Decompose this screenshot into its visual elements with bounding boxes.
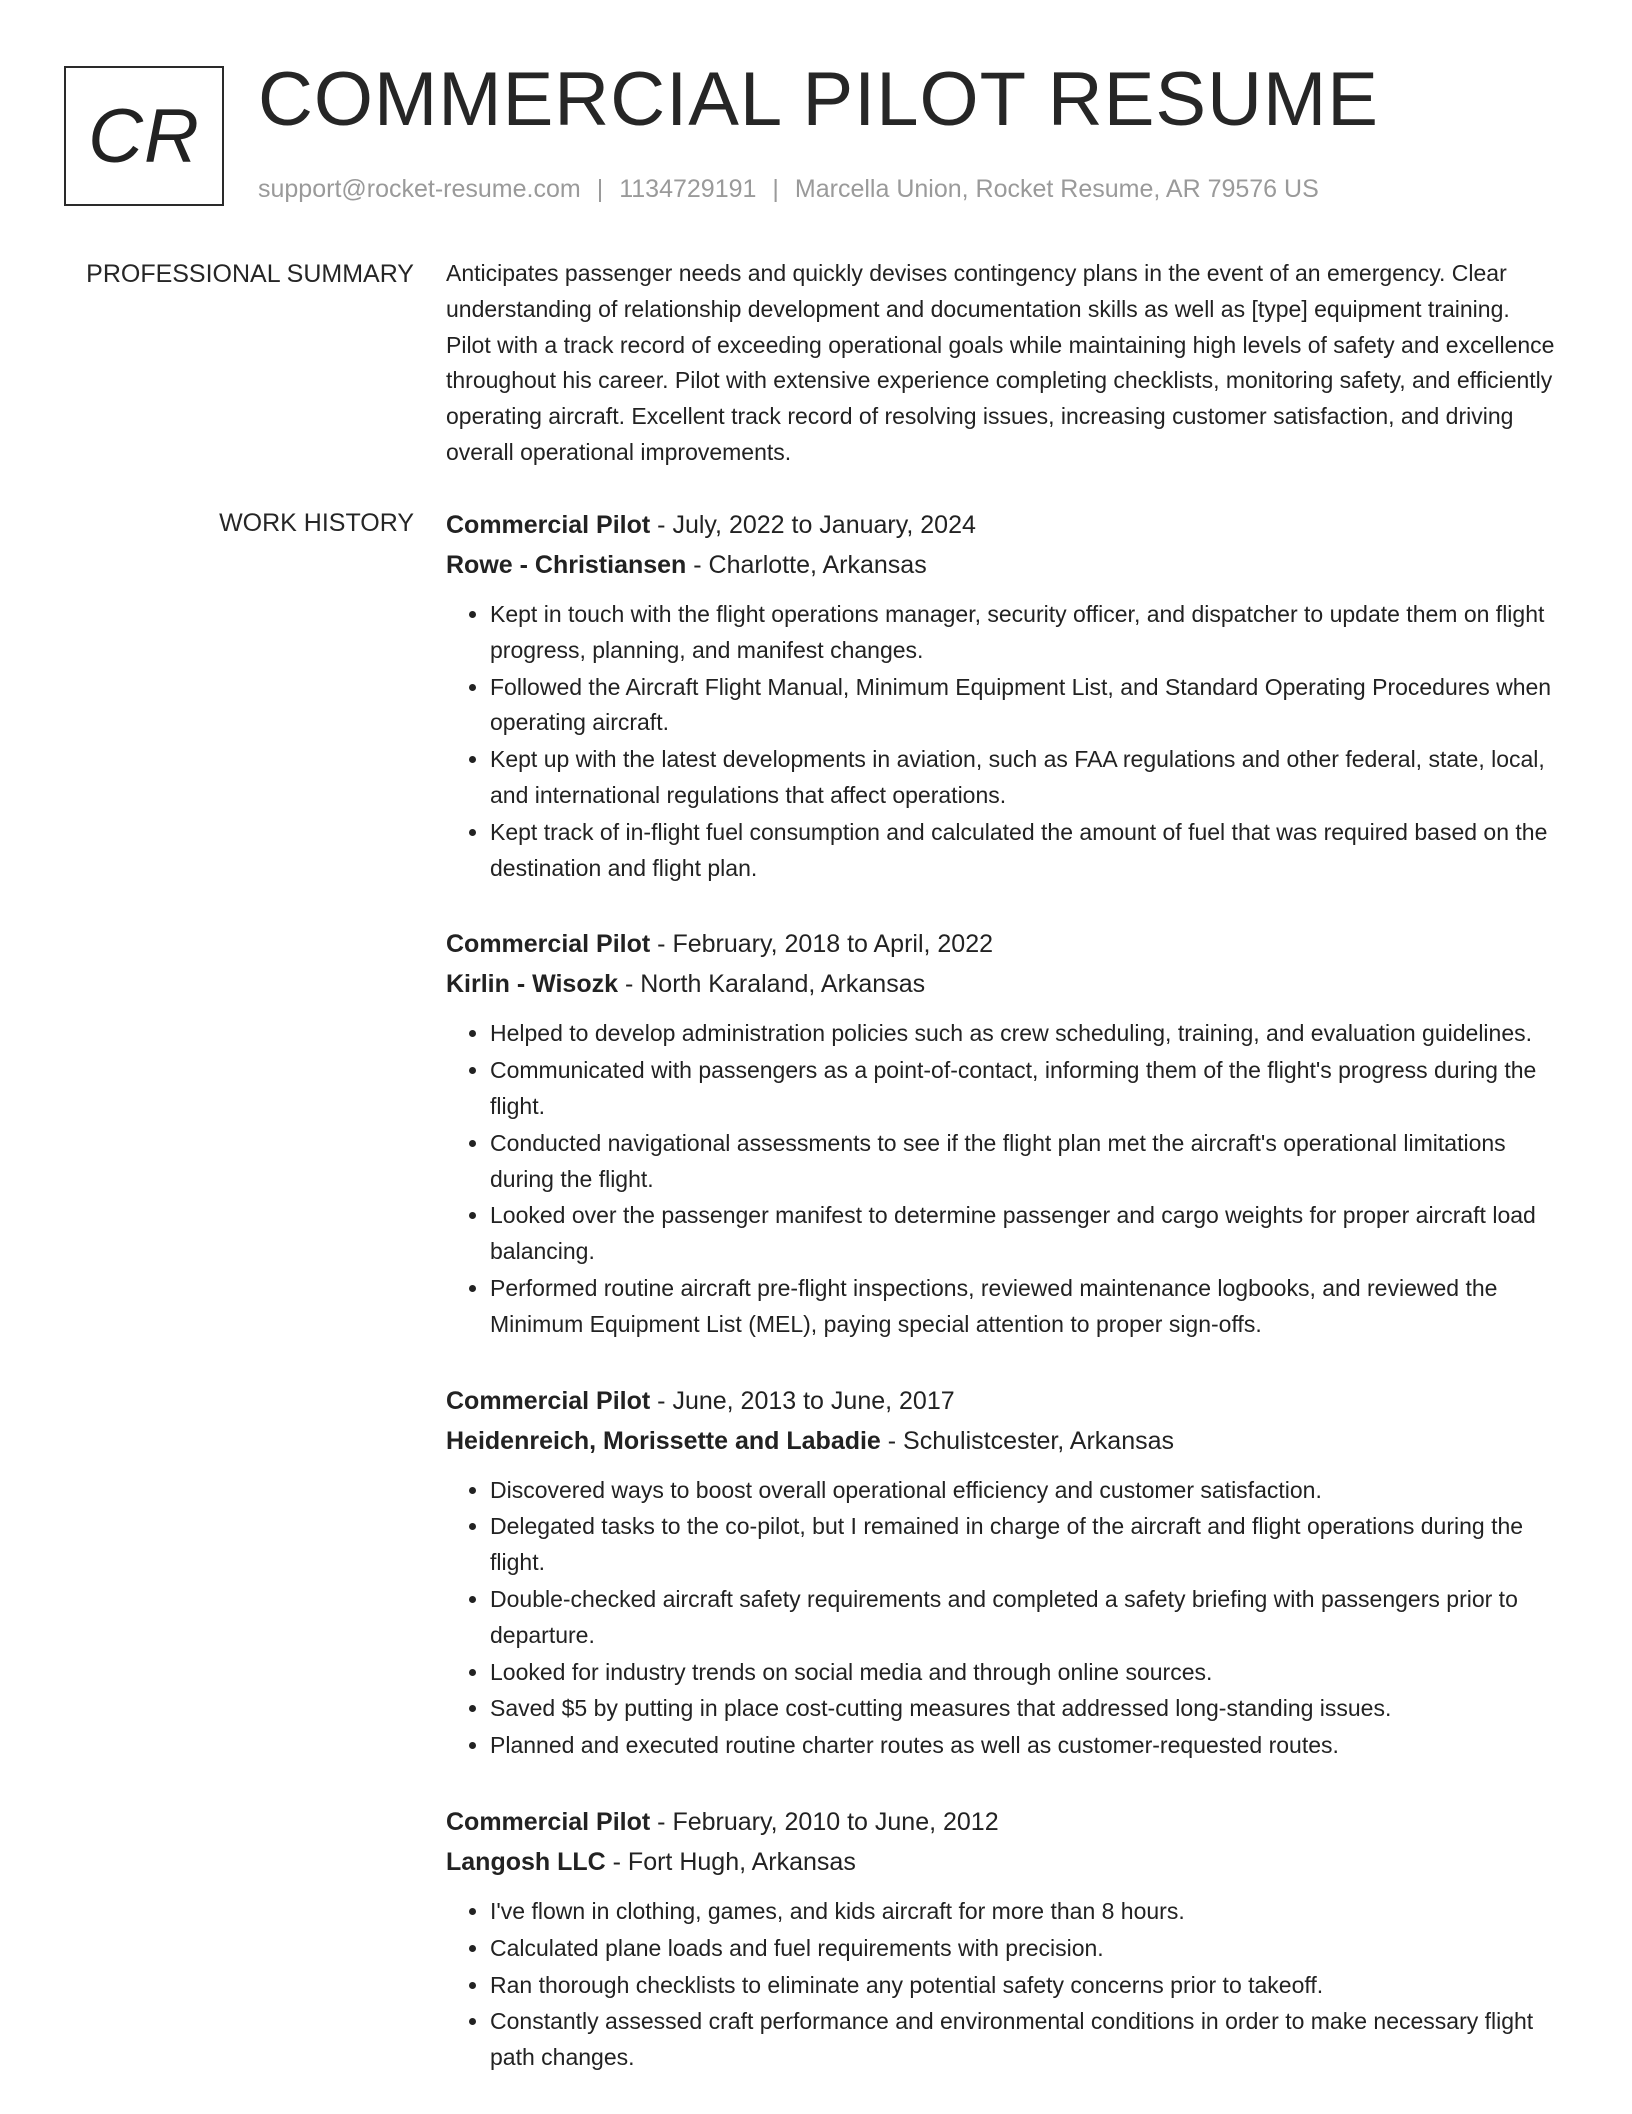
job-dates: - February, 2010 to June, 2012 (650, 1807, 999, 1836)
job-company: Langosh LLC (446, 1847, 606, 1876)
job-bullet: • Kept in touch with the flight operations manager, security officer, and dispatcher to update them on flight progress, planning, and manifest changes. (490, 597, 1560, 669)
job-company: Heidenreich, Morissette and Labadie (446, 1426, 881, 1455)
job-title-line (446, 1802, 1560, 1842)
job-bullet: • Discovered ways to boost overall operational efficiency and customer satisfaction. (490, 1473, 1560, 1509)
job-title-line (446, 505, 1560, 545)
job-entry (446, 505, 1560, 886)
job-bullet-list (446, 1894, 1560, 2076)
job-bullet: • Kept up with the latest developments in aviation, such as FAA regulations and other federal, state, local, and international regulations that affect operations. (490, 742, 1560, 814)
job-bullet: • Double-checked aircraft safety requirements and completed a safety briefing with passengers prior to departure. (490, 1582, 1560, 1654)
contact-address: Marcella Union, Rocket Resume, AR 79576 US (794, 175, 1319, 203)
contact-phone: 1134729191 (619, 175, 757, 203)
job-bullet: • Communicated with passengers as a point-of-contact, informing them of the flight's progress during the flight. (490, 1053, 1560, 1125)
job-title-line (446, 924, 1560, 964)
contact-separator: | (772, 175, 779, 203)
contact-email: support@rocket-resume.com (258, 175, 581, 203)
job-company-line (446, 545, 1560, 585)
job-location: - Schulistcester, Arkansas (880, 1426, 1175, 1455)
job-title-line (446, 1381, 1560, 1421)
job-bullet: • Saved $5 by putting in place cost-cutting measures that addressed long-standing issues. (490, 1691, 1560, 1727)
job-company: Rowe - Christiansen (446, 551, 687, 579)
job-dates: - February, 2018 to April, 2022 (650, 930, 994, 959)
job-bullet: • Calculated plane loads and fuel requirements with precision. (490, 1931, 1560, 1967)
job-title: Commercial Pilot (446, 1386, 651, 1415)
job-bullet: • Ran thorough checklists to eliminate any potential safety concerns prior to takeoff. (490, 1968, 1560, 2004)
work-history-body (446, 505, 1560, 2114)
job-company-line (446, 1842, 1560, 1882)
job-title: Commercial Pilot (446, 930, 651, 959)
contact-separator: | (596, 175, 604, 203)
work-history-heading: WORK HISTORY (219, 509, 414, 537)
job-bullet: • Looked for industry trends on social media and through online sources. (490, 1655, 1560, 1691)
job-bullet: • Helped to develop administration policies such as crew scheduling, training, and evaluation guidelines. (490, 1016, 1560, 1052)
job-bullet: • Planned and executed routine charter routes as well as customer-requested routes. (490, 1728, 1560, 1764)
job-bullet-list (446, 1473, 1560, 1764)
job-company-line (446, 1421, 1560, 1461)
job-bullet: • Looked over the passenger manifest to determine passenger and cargo weights for proper aircraft load balancing. (490, 1198, 1560, 1270)
job-location: - North Karaland, Arkansas (618, 970, 926, 999)
job-entry (446, 1381, 1560, 1764)
job-entry (446, 1802, 1560, 2076)
contact-line (258, 174, 1319, 204)
job-bullet: • Kept track of in-flight fuel consumption and calculated the amount of fuel that was required based on the destination and flight plan. (490, 815, 1560, 887)
summary-heading: PROFESSIONAL SUMMARY (86, 260, 414, 288)
monogram-logo: CR (64, 66, 224, 206)
job-bullet: • Conducted navigational assessments to see if the flight plan met the aircraft's operational limitations during the flight. (490, 1126, 1560, 1198)
job-company-line (446, 964, 1560, 1004)
job-dates: - June, 2013 to June, 2017 (650, 1386, 955, 1415)
page-title: COMMERCIAL PILOT RESUME (258, 57, 1379, 142)
job-entry (446, 924, 1560, 1342)
job-location: - Fort Hugh, Arkansas (605, 1847, 856, 1876)
job-title: Commercial Pilot (446, 511, 651, 539)
job-title: Commercial Pilot (446, 1807, 651, 1836)
job-company: Kirlin - Wisozk (446, 970, 619, 999)
job-bullet: • Constantly assessed craft performance and environmental conditions in order to make necessary flight path changes. (490, 2004, 1560, 2076)
job-bullet-list (446, 1016, 1560, 1342)
job-bullet: • Followed the Aircraft Flight Manual, Minimum Equipment List, and Standard Operating Procedures when operating aircraft. (490, 670, 1560, 742)
job-bullet: • I've flown in clothing, games, and kids aircraft for more than 8 hours. (490, 1894, 1560, 1930)
job-bullet: • Delegated tasks to the co-pilot, but I remained in charge of the aircraft and flight operations during the flight. (490, 1509, 1560, 1581)
job-location: - Charlotte, Arkansas (686, 551, 927, 579)
job-bullet-list (446, 597, 1560, 886)
job-bullet: • Performed routine aircraft pre-flight inspections, reviewed maintenance logbooks, and reviewed the Minimum Equipment List (MEL), paying special attention to proper sign-offs. (490, 1271, 1560, 1343)
job-dates: - July, 2022 to January, 2024 (650, 511, 976, 539)
summary-text: Anticipates passenger needs and quickly devises contingency plans in the event of an emergency. Clear understanding of relationship development and documentation skills as well as [type] equipment training. Pilot with a track record of exceeding operational goals while maintaining high levels of safety and excellence throughout his career. Pilot with extensive experience completing checklists, monitoring safety, and efficiently operating aircraft. Excellent track record of resolving issues, increasing customer satisfaction, and driving overall operational improvements. (446, 260, 1555, 465)
summary-body (446, 256, 1560, 471)
